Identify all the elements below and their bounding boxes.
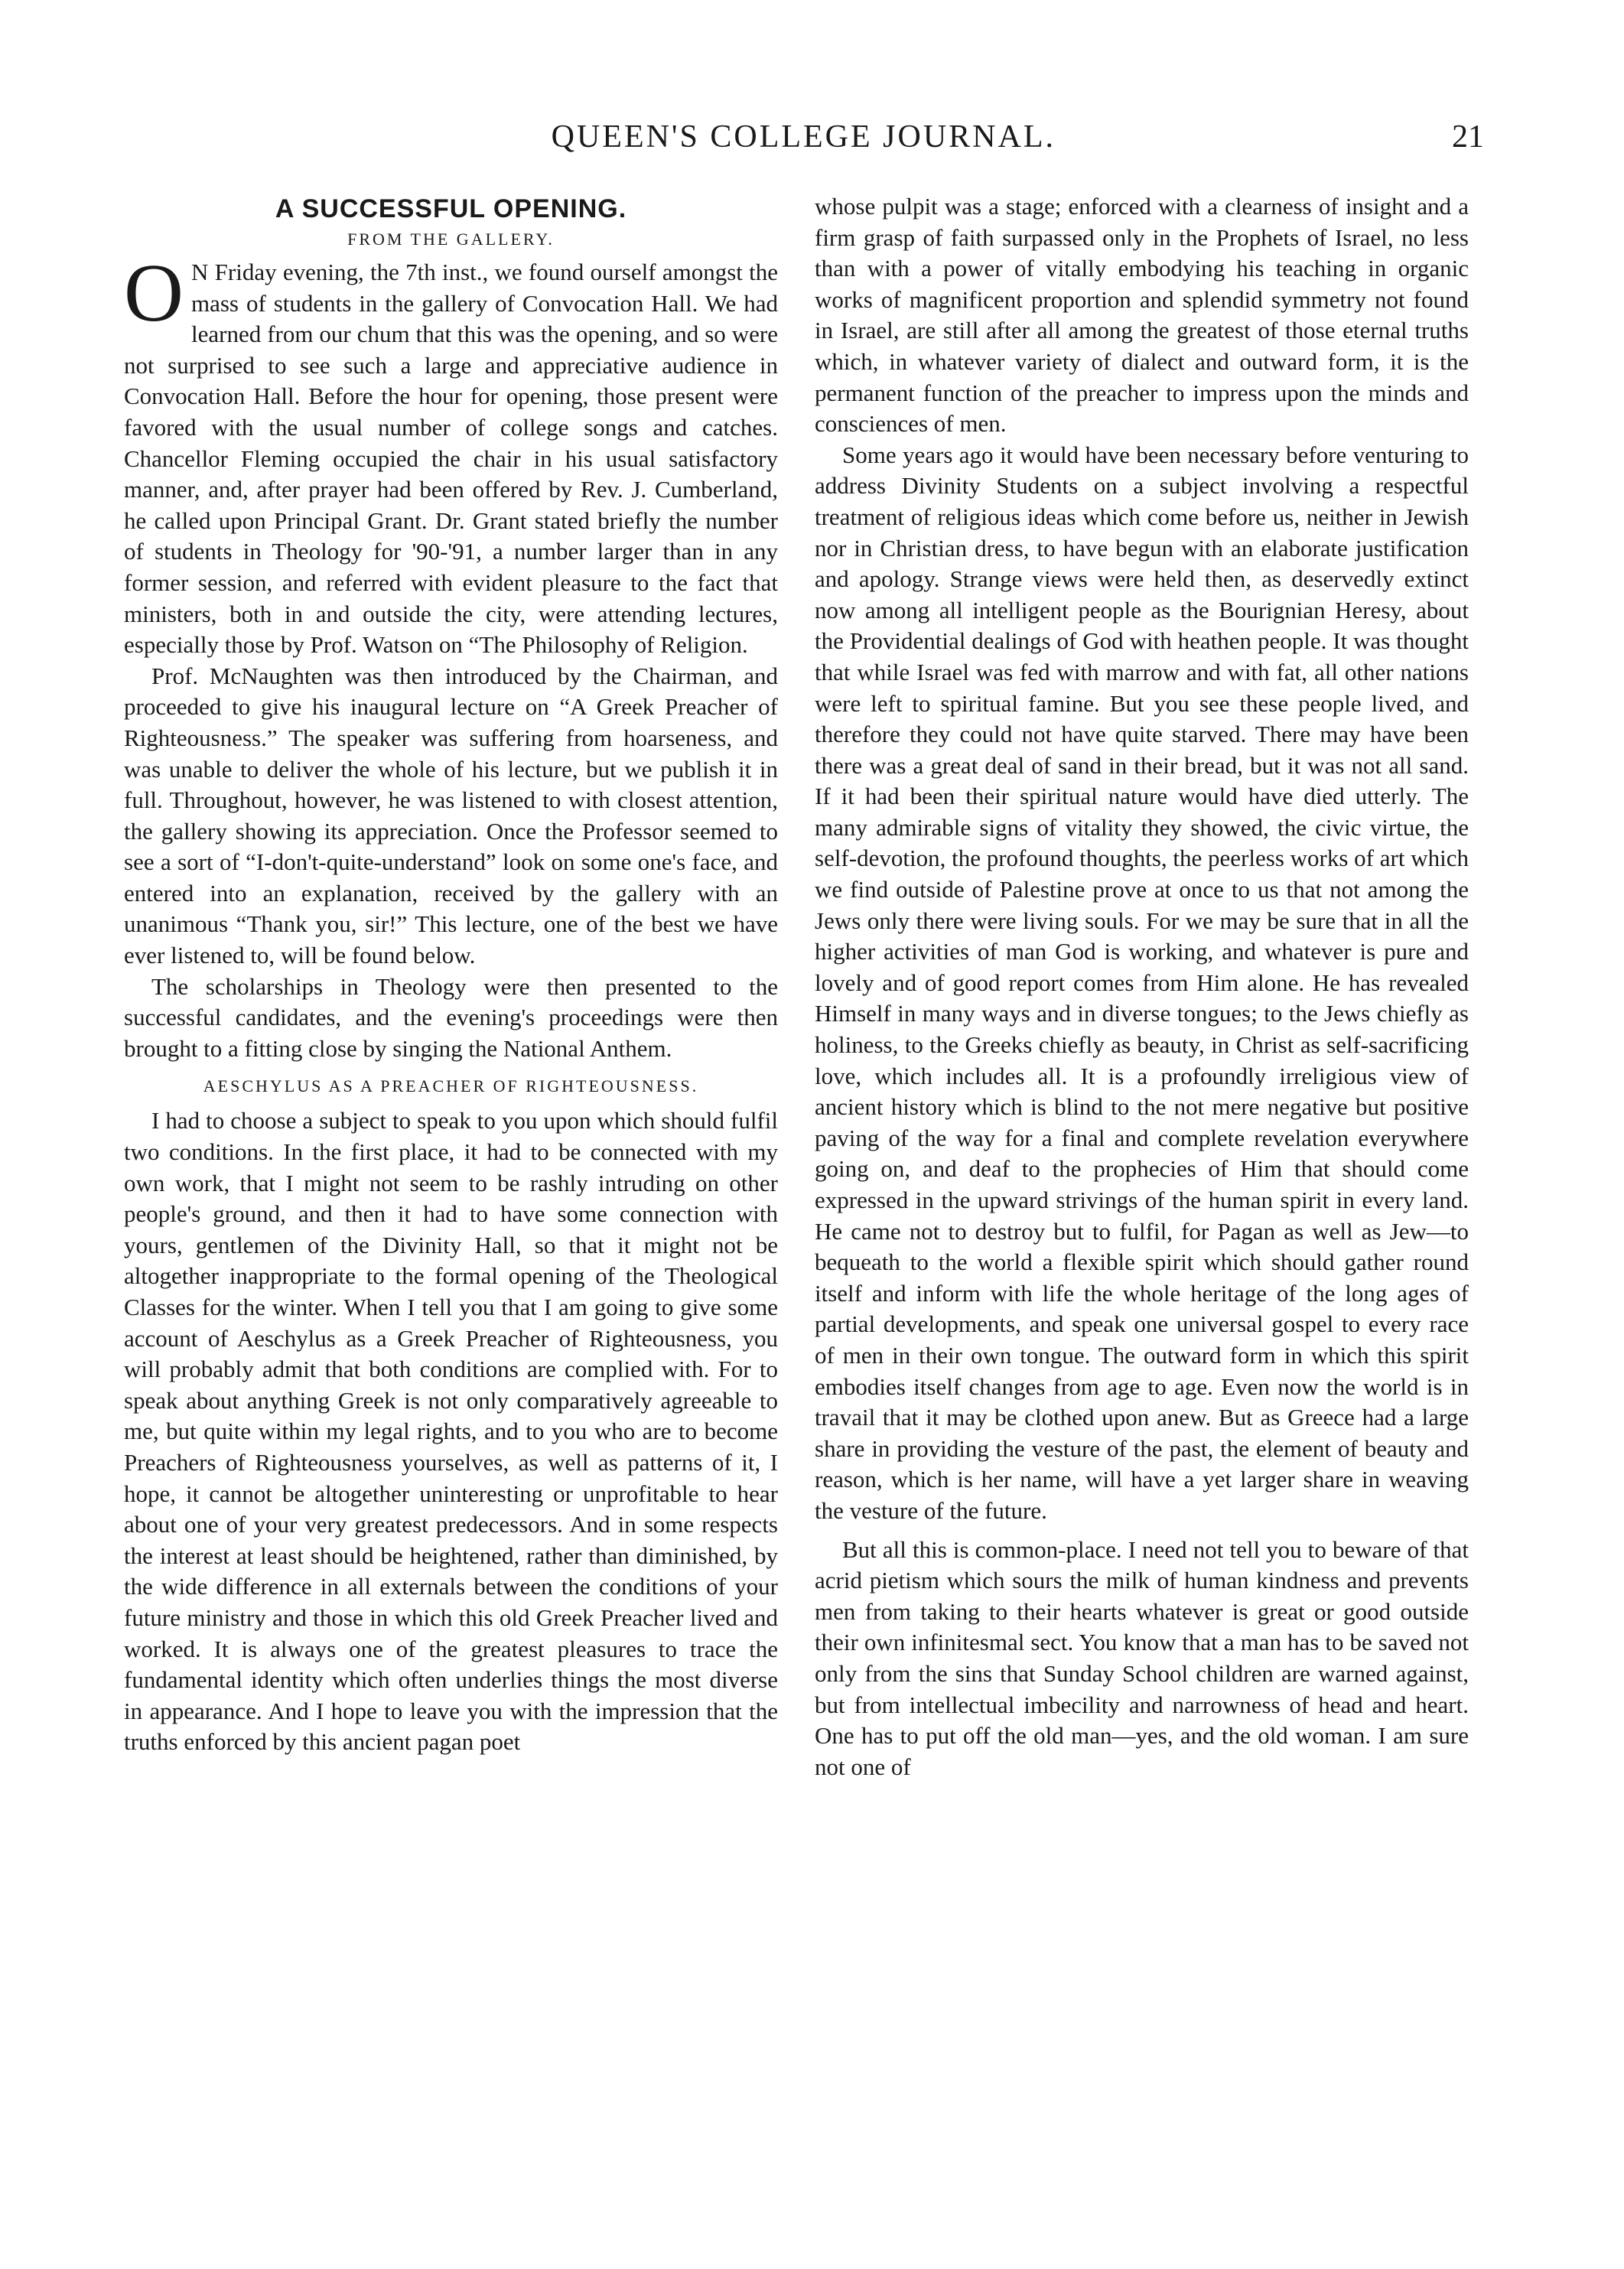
article-paragraph-1-text: N Friday evening, the 7th inst., we found ourself amongst the mass of students in the gallery of Convocation Hall. We had learned from our chum that this was the opening, and so were not surprised to see such a large and appreciative audience in Convocation Hall. Before the hour for opening, those present were favored with the usual number of college songs and catches. Chancellor Fleming occupied the chair in his usual satisfactory manner, and, after prayer had been offered by Rev. J. Cumberland, he called upon Principal Grant. Dr. Grant stated briefly the number of students in Theology for '90-'91, a number larger than in any former session, and referred with evident pleasure to the fact that ministers, both in and outside the city, were attending lectures, especially those by Prof. Watson on “The Philosophy of Religion. xyxy=(124,259,778,659)
drop-cap: O xyxy=(124,248,184,339)
paragraph-spacer xyxy=(815,1527,1469,1535)
lecture-paragraph-3: But all this is common-place. I need not tell you to beware of that acrid pietism which sours the milk of human kindness and prevents men from taking to their hearts whatever is great or good outside their own infinitesmal sect. You know that a man has to be saved not only from the sins that Sunday School children are warned against, but from intellectual imbecility and narrowness of head and heart. One has to put off the old man—yes, and the old woman. I am sure not one of xyxy=(815,1535,1469,1780)
article-paragraph-1 xyxy=(124,248,778,661)
article-byline: FROM THE GALLERY. xyxy=(347,230,555,249)
article-paragraph-3: The scholarships in Theology were then presented to the successful candidates, and the evening's proceedings were then brought to a fitting close by singing the National Anthem. xyxy=(124,972,778,1062)
lecture-paragraph-1: I had to choose a subject to speak to you upon which should fulfil two conditions. In the first place, it had to be connected with my own work, that I might not seem to be rashly intruding on other people's ground, and then it had to have some connection with yours, gentlemen of the Divinity Hall, so that it might not be altogether inappropriate to the formal opening of the Theological Classes for the winter. When I tell you that I am going to give some account of Aeschylus as a Greek Preacher of Righteousness, you will probably admit that both conditions are complied with. For to speak about anything Greek is not only comparatively agreeable to me, but quite within my legal rights, and to you who are to become Preachers of Righteousness yourselves, as well as patterns of it, I hope, it cannot be altogether uninteresting or unprofitable to hear about one of your very greatest predecessors. And in some respects the interest at least should be heightened, rather than diminished, by the wide difference in all externals between the conditions of your future ministry and those in which this old Greek Preacher lived and worked. It is always one of the greatest pleasures to trace the fundamental identity which often underlies things the most diverse in appearance. And I hope to leave you with the impression that the truths enforced by this ancient pagan poet xyxy=(124,1107,778,1756)
page-number: 21 xyxy=(1452,119,1484,155)
lecture-paragraph-2: Some years ago it would have been necessary before venturing to address Divinity Students on a subject involving a respectful treatment of religious ideas which come before us, neither in Jewish nor in Christian dress, to have begun with an elaborate justification and apology. Strange views were held then, as deservedly extinct now among all intelligent people as the Bourignian Heresy, about the Providential dealings of God with heathen people. It was thought that while Israel was fed with marrow and with fat, all other nations were left to spiritual famine. But you see these people lived, and therefore they could not have quite starved. There may have been there was a great deal of sand in their bread, but it was not all sand. If it had been their spiritual nature would have died utterly. The many admirable signs of vitality they showed, the civic virtue, the self-devotion, the profound thoughts, the peerless works of art which we find outside of Palestine prove at once to us that not among the Jews only there were living souls. For we may be sure that in all the higher activities of man God is working, and whatever is pure and lovely and of good report comes from Him alone. He has revealed Himself in many ways and in diverse tongues; to the Jews chiefly as holiness, to the Greeks chiefly as beauty, in Christ as self-sacrificing love, which includes all. It is a profoundly irreligious view of ancient history which is blind to the not mere negative but positive paving of the way for a final and complete revelation everywhere going on, and deaf to the prophecies of Him that should come expressed in the upward strivings of the human spirit in every land. He came not to destroy but to fulfil, for Pagan as well as Jew—to bequeath to the world a flexible spirit which should gather round itself and inform with life the whole heritage of the long ages of partial developments, and speak one universal gospel to every race of men in their own tongue. The outward form in which this spirit embodies itself changes from age to age. Even now the world is in travail that it may be clothed upon anew. But as Greece had a large share in providing the vesture of the past, the element of beauty and reason, which is her name, will have a yet larger share in weaving the vesture of the future. xyxy=(815,441,1469,1524)
lecture-subtitle: AESCHYLUS AS A PREACHER OF RIGHTEOUSNESS. xyxy=(203,1076,699,1096)
article-title: A SUCCESSFUL OPENING. xyxy=(275,194,627,223)
article-paragraph-2: Prof. McNaughten was then introduced by the Chairman, and proceeded to give his inaugural lecture on “A Greek Preacher of Righteousness.” The speaker was suffering from hoarseness, and was unable to deliver the whole of his lecture, but we publish it in full. Throughout, however, he was listened to with closest attention, the gallery showing its appreciation. Once the Professor seemed to see a sort of “I-don't-quite-understand” look on some one's face, and entered into an explanation, received by the gallery with an unanimous “Thank you, sir!” This lecture, one of the best we have ever listened to, will be found below. xyxy=(124,662,778,969)
right-column xyxy=(815,191,1469,1782)
running-title: QUEEN'S COLLEGE JOURNAL. xyxy=(551,119,1056,155)
lecture-paragraph-1-continued: whose pulpit was a stage; enforced with a clearness of insight and a firm grasp of faith surpassed only in the Prophets of Israel, no less than with a power of vitally embodying his teaching in organic works of magnificent proportion and splendid symmetry not found in Israel, are still after all among the greatest of those eternal truths which, in whatever variety of dialect and outward form, it is the permanent function of the preacher to impress upon the minds and consciences of men. xyxy=(815,193,1469,438)
left-column xyxy=(124,191,778,1758)
